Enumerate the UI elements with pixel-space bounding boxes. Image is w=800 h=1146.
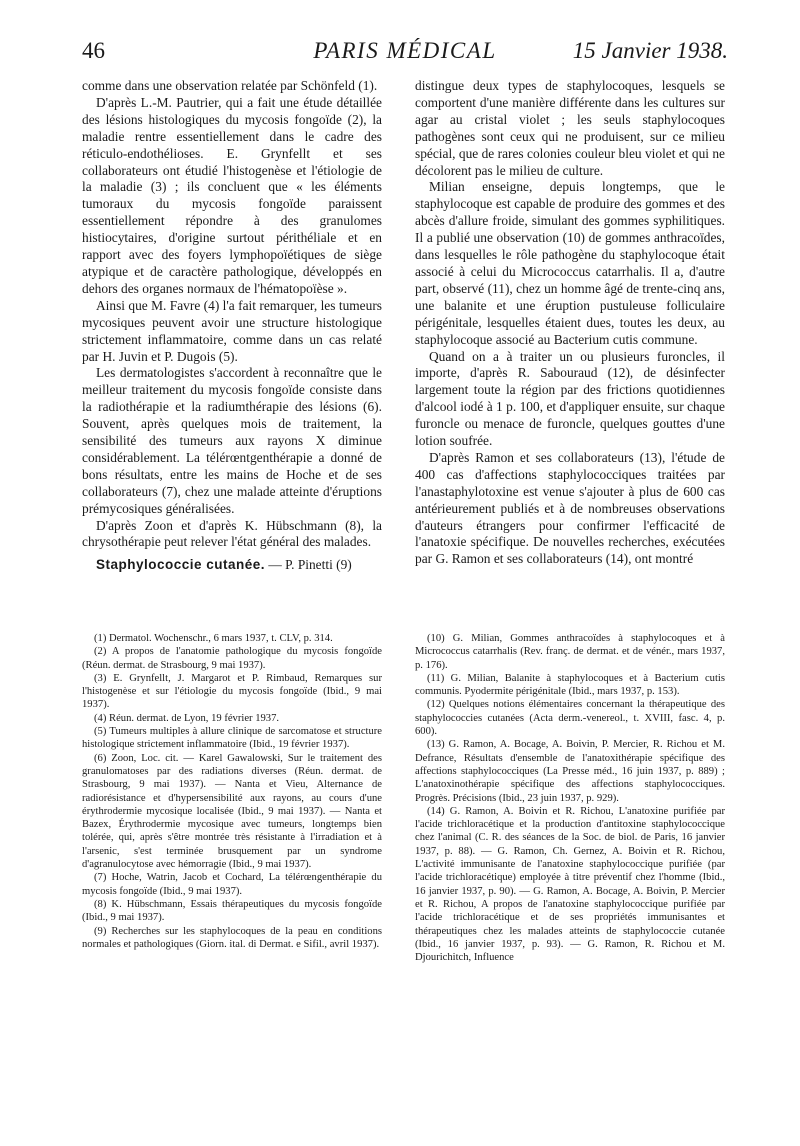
paragraph: Quand on a à traiter un ou plusieurs furoncles, il importe, d'après R. Sabouraud (12), de désinfecter largement toute la région par des frictions quotidiennes d'alcool iodé à 1 p. 100, et d'appliquer ensuite, sur chaque furoncle ou menace de furoncle, quelques gouttes d'une lotion soufrée. xyxy=(415,348,725,449)
journal-title: PARIS MÉDICAL xyxy=(313,38,497,63)
right-column xyxy=(415,78,725,568)
paragraph: D'après L.-M. Pautrier, qui a fait une étude détaillée des lésions histologiques du mycosis fongoïde (2), la maladie rentre essentiellement dans le cadre des réticulo-endothélioses. E. Grynfellt et ses collaborateurs ont étudié l'histogenèse et l'étiologie de la maladie (3) ; ils concluent que « les éléments tumoraux du mycosis fongoïde paraissent essentiellement répondre à des granulomes histiocytaires, d'origine surtout périthéliale et en rapport avec des foyers lymphopoïétiques de siège atypique et de caractère pathologique, développés en dehors des organes normaux de l'hématopoïèse ». xyxy=(82,94,382,296)
footnote: (3) E. Grynfellt, J. Margarot et P. Rimbaud, Remarques sur l'histogenèse et sur l'étiologie du mycosis fongoïde (Ibid., 9 mai 1937). xyxy=(82,672,382,711)
footnote: (7) Hoche, Watrin, Jacob et Cochard, La télérœngenthérapie du mycosis fongoïde (Ibid., 9 mai 1937). xyxy=(82,872,382,897)
footnote: (14) G. Ramon, A. Boivin et R. Richou, L'anatoxine purifiée par l'acide trichloracétique et la production d'antitoxine staphylococcique chez l'animal (C. R. des séances de la Soc. de biol. de Paris, 16 janvier 1937, p. 88). — G. Ramon, Ch. Gernez, A. Boivin et R. Richou, L'activité immunisante de l'anatoxine staphylococcique purifiée (par l'acide trichloracétique) employée à titre préventif chez l'homme (Ibid., 16 janvier 1937, p. 90). — G. Ramon, A. Bocage, A. Boivin, P. Mercier et R. Richou, A propos de l'anatoxine staphylococcique purifiée par l'acide trichloracétique et de ses propriétés immunisantes et thérapeutiques chez les malades atteints de staphylococcie cutanée (Ibid., 16 janvier 1937, p. 93). — G. Ramon, R. Richou et M. Djourichitch, Influence xyxy=(415,805,725,964)
footnotes-right xyxy=(415,632,725,964)
section-heading-title: Staphylococcie cutanée. xyxy=(96,557,266,573)
page-header xyxy=(82,38,728,70)
issue-date: 15 Janvier 1938. xyxy=(572,38,728,63)
footnote: (10) G. Milian, Gommes anthracoïdes à staphylocoques et à Micrococcus catarrhalis (Rev. franç. de dermat. et de vénér., mars 1937, p. 176). xyxy=(415,633,725,671)
footnote: (2) A propos de l'anatomie pathologique du mycosis fongoïde (Réun. dermat. de Strasbourg, 9 mai 1937). xyxy=(82,646,382,671)
paragraph: D'après Ramon et ses collaborateurs (13), l'étude de 400 cas d'affections staphylococciques traitées par l'anastaphylotoxine est venue s'ajouter à plus de 600 cas antérieurement publiés et à de nombreuses observations d'auteurs étrangers pour confirmer l'efficacité de l'anatoxie spécifique. De nouvelles recherches, exécutées par G. Ramon et ses collaborateurs (14), ont montré xyxy=(415,449,725,567)
left-column xyxy=(82,78,382,574)
footnote: (13) G. Ramon, A. Bocage, A. Boivin, P. Mercier, R. Richou et M. Defrance, Résultats d'ensemble de l'anatoxithérapie spécifique des affections staphylococciques (La Presse méd., 16 juin 1937, p. 889) ; L'anatoxinothérapie spécifique des affections staphylococciques. Progrès. Précisions (Ibid., 23 juin 1937, p. 929). xyxy=(415,739,725,804)
page-number: 46 xyxy=(82,38,105,63)
footnote: (11) G. Milian, Balanite à staphylocoques et à Bacterium cutis communis. Pyodermite périgénitale (Ibid., mars 1937, p. 153). xyxy=(415,672,725,698)
paragraph: D'après Zoon et d'après K. Hübschmann (8), la chrysothérapie peut relever l'état général des malades. xyxy=(82,517,382,550)
paragraph: comme dans une observation relatée par Schönfeld (1). xyxy=(82,78,378,93)
paragraph: Les dermatologistes s'accordent à reconnaître que le meilleur traitement du mycosis fongoïde consiste dans la radiothérapie et la radiumthérapie des lésions (6). Souvent, après quelques mois de traitement, la sensibilité des tumeurs aux rayons X diminue considérablement. La télérœntgenthérapie a donné de bons résultats, entre les mains de Hoche et de ses collaborateurs (7), chez une malade atteinte d'éruptions prémycosiques généralisées. xyxy=(82,365,382,516)
paragraph: Milian enseigne, depuis longtemps, que le staphylocoque est capable de produire des gommes et des abcès d'allure froide, simulant des gommes syphilitiques. Il a publié une observation (10) de gommes anthracoïdes, dans lesquelles le rôle pathogène du staphylocoque était associé à celui du Micrococcus catarrhalis. Il a, d'autre part, observé (11), chez un homme âgé de trente-cinq ans, une balanite et une éruption pustuleuse folliculaire périgénitale, lesquelles étaient dues, toutes les deux, au staphylocoque associé au Bacterium cutis commune. xyxy=(415,179,725,347)
footnote: (12) Quelques notions élémentaires concernant la thérapeutique des staphylococcies cutanées (Acta derm.-venereol., t. XVIII, fasc. 4, p. 600). xyxy=(415,699,725,738)
paragraph: Ainsi que M. Favre (4) l'a fait remarquer, les tumeurs mycosiques peuvent avoir une structure histologique strictement inflammatoire, comme dans un cas relaté par H. Juvin et P. Dugois (5). xyxy=(82,297,382,364)
paragraph: distingue deux types de staphylocoques, lesquels se comportent d'une manière différente dans les cultures sur agar au cristal violet ; les seuls staphylocoques pathogènes sont ceux qui ne produisent, sur ce milieu spécial, que de rares colonies couleur bleu violet et qui ne décolorent pas le milieu de culture. xyxy=(415,78,725,178)
footnote: (1) Dermatol. Wochenschr., 6 mars 1937, t. CLV, p. 314. xyxy=(94,633,333,644)
footnote: (8) K. Hübschmann, Essais thérapeutiques du mycosis fongoïde (Ibid., 9 mai 1937). xyxy=(82,898,382,924)
footnote: (6) Zoon, Loc. cit. — Karel Gawalowski, Sur le traitement des granulomatoses par des radiations diverses (Réun. dermat. de Strasbourg, 9 mai 1937). — Nanta et Vieu, Alternance de radiorésistance et d'hypersensibilité aux rayons, au cours d'une érythrodermie mycosique localisée (Ibid., 9 mai 1937). — Nanta et Bazex, Érythrodermie mycosique avec tumeurs, longtemps bien tolérée, qui, après s'être montrée très résistante à l'irradiation et à l'arsenic, s'est terminée brusquement par un syndrome d'agranulocytose avec hémorragie (Ibid., 9 mai 1937). xyxy=(82,752,382,871)
footnote: (4) Réun. dermat. de Lyon, 19 février 1937. xyxy=(94,712,280,724)
section-heading xyxy=(82,557,382,574)
footnotes-left xyxy=(82,632,382,951)
footnote: (9) Recherches sur les staphylocoques de la peau en conditions normales et pathologiques (Giorn. ital. di Dermat. e Sifil., avril 1937). xyxy=(82,925,382,950)
footnote: (5) Tumeurs multiples à allure clinique de sarcomatose et structure histologique strictement inflammatoire (Ibid., 19 février 1937). xyxy=(82,726,382,751)
section-heading-author: — P. Pinetti (9) xyxy=(268,557,352,573)
